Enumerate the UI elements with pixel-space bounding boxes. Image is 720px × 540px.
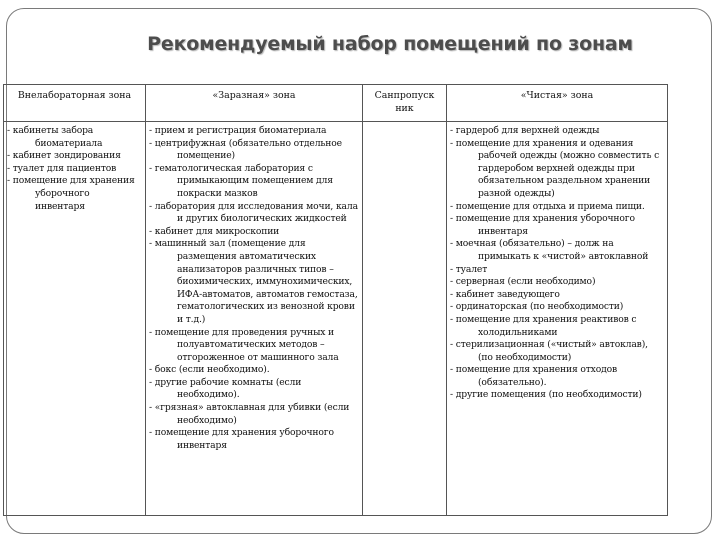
list-item: - кабинет зондирования (7, 150, 121, 162)
cell-extra-lab-zone (4, 122, 146, 516)
header-infectious-zone: «Заразная» зона (146, 85, 363, 122)
list-item: - гардероб для верхней одежды (450, 125, 600, 136)
room-list (7, 125, 142, 213)
list-item: - кабинет для микроскопии (149, 225, 280, 237)
header-clean-zone: «Чистая» зона (447, 85, 668, 122)
list-item: - лаборатория для исследования мочи, кала и других биологических жидкостей (149, 200, 358, 225)
list-item: - другие рабочие комнаты (если необходимо). (149, 376, 302, 401)
list-item: - гематологическая лаборатория с примыкающим помещением для покраски мазков (149, 162, 333, 199)
list-item: - серверная (если необходимо) (450, 276, 596, 288)
cell-sanitary-checkpoint (363, 122, 447, 516)
list-item: - помещение для хранения и одевания рабочей одежды (можно совместить с гардеробом верхней одежды при обязательном раздельном хранении разной одежды) (450, 137, 660, 199)
list-item: - ординаторская (по необходимости) (450, 301, 624, 313)
cell-clean-zone (447, 122, 668, 516)
list-item: - бокс (если необходимо). (149, 364, 270, 376)
slide-title: Рекомендуемый набор помещений по зонам (147, 33, 633, 55)
list-item: - помещение для хранения уборочного инвентаря (7, 175, 135, 212)
cell-infectious-zone (146, 122, 363, 516)
room-list (450, 125, 664, 402)
list-item: - помещение для хранения отходов (обязательно). (450, 364, 618, 388)
header-extra-lab-zone: Внелабораторная зона (4, 85, 146, 122)
room-list (149, 125, 359, 452)
list-item: - стерилизационная («чистый» автоклав), (по необходимости) (450, 339, 648, 363)
list-item: - кабинеты забора биоматериала (7, 125, 103, 149)
list-item: - помещение для проведения ручных и полуавтоматических методов – отгороженное от машинного зала (149, 326, 339, 363)
list-item: - помещение для хранения уборочного инвентаря (149, 427, 334, 451)
list-item: - помещение для хранения уборочного инвентаря (450, 213, 635, 237)
list-item: - машинный зал (помещение для размещения автоматических анализаторов различных типов – биохимических, иммунохимических, ИФА-автоматов, автоматов гемостаза, гематологических из венозной крови и т.д.) (149, 238, 358, 325)
list-item: - «грязная» автоклавная для убивки (если необходимо) (149, 402, 350, 426)
list-item: - туалет для пациентов (7, 162, 117, 174)
list-item: - другие помещения (по необходимости) (450, 389, 642, 401)
header-sanitary-checkpoint: Санпропуск ник (363, 85, 447, 122)
list-item: - центрифужная (обязательно отдельное помещение) (149, 137, 342, 162)
table-header-row (4, 85, 668, 122)
list-item: - помещение для отдыха и приема пищи. (450, 200, 645, 212)
list-item: - туалет (450, 263, 488, 275)
zones-table (3, 84, 668, 516)
list-item: - прием и регистрация биоматериала (149, 125, 327, 136)
list-item: - помещение для хранения реактивов с холодильниками (450, 313, 637, 338)
list-item: - кабинет заведующего (450, 288, 560, 300)
table-body-row (4, 122, 668, 516)
list-item: - моечная (обязательно) – долж на примыкать к «чистой» автоклавной (450, 238, 649, 262)
